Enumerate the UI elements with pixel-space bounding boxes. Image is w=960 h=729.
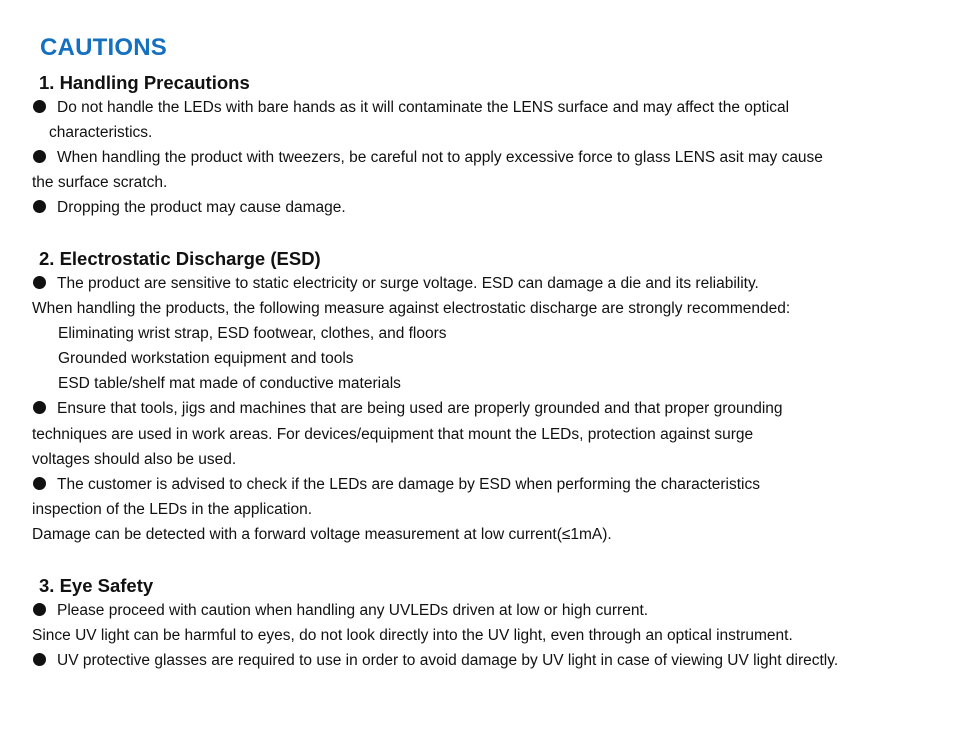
- paragraph-line: When handling the products, the following measure against electrostatic discharge are strongly recommended:: [32, 300, 791, 317]
- paragraph-line: Damage can be detected with a forward voltage measurement at low current(≤1mA).: [32, 526, 612, 543]
- bullet-icon: [33, 200, 46, 213]
- sub-item: ESD table/shelf mat made of conductive materials: [58, 375, 401, 392]
- list-item: [33, 147, 823, 169]
- paragraph-line: Since UV light can be harmful to eyes, do not look directly into the UV light, even through an optical instrument.: [32, 627, 793, 644]
- list-item: [33, 600, 648, 622]
- list-item: [33, 97, 789, 119]
- list-item: [33, 650, 838, 672]
- list-item-continuation: inspection of the LEDs in the application.: [32, 501, 313, 518]
- list-item: [33, 197, 346, 219]
- section-heading-handling: 1. Handling Precautions: [39, 72, 250, 93]
- line-text: When handling the product with tweezers, be careful not to apply excessive force to glass LENS asit may cause: [57, 149, 823, 166]
- bullet-icon: [33, 150, 46, 163]
- list-item: [33, 273, 759, 295]
- list-item-continuation: characteristics.: [49, 124, 153, 141]
- list-item-continuation: the surface scratch.: [32, 174, 168, 191]
- list-item-continuation: techniques are used in work areas. For devices/equipment that mount the LEDs, protection against surge: [32, 426, 754, 443]
- line-text: Dropping the product may cause damage.: [57, 199, 346, 216]
- bullet-icon: [33, 653, 46, 666]
- bullet-icon: [33, 477, 46, 490]
- sub-item: Grounded workstation equipment and tools: [58, 350, 354, 367]
- bullet-icon: [33, 276, 46, 289]
- page-title: CAUTIONS: [40, 34, 167, 61]
- section-heading-eye-safety: 3. Eye Safety: [39, 575, 154, 596]
- list-item: [33, 398, 783, 420]
- bullet-icon: [33, 603, 46, 616]
- sub-item: Eliminating wrist strap, ESD footwear, clothes, and floors: [58, 325, 447, 342]
- line-text: UV protective glasses are required to use in order to avoid damage by UV light in case of viewing UV light directly.: [57, 652, 839, 669]
- list-item: [33, 474, 760, 496]
- line-text: Ensure that tools, jigs and machines that are being used are properly grounded and that proper grounding: [57, 400, 783, 417]
- line-text: Please proceed with caution when handling any UVLEDs driven at low or high current.: [57, 602, 649, 619]
- section-heading-esd: 2. Electrostatic Discharge (ESD): [39, 248, 321, 269]
- line-text: Do not handle the LEDs with bare hands as it will contaminate the LENS surface and may affect the optical: [57, 99, 790, 116]
- bullet-icon: [33, 100, 46, 113]
- line-text: The customer is advised to check if the LEDs are damage by ESD when performing the characteristics: [57, 476, 760, 493]
- bullet-icon: [33, 401, 46, 414]
- list-item-continuation: voltages should also be used.: [32, 451, 237, 468]
- line-text: The product are sensitive to static electricity or surge voltage. ESD can damage a die and its reliability.: [57, 275, 759, 292]
